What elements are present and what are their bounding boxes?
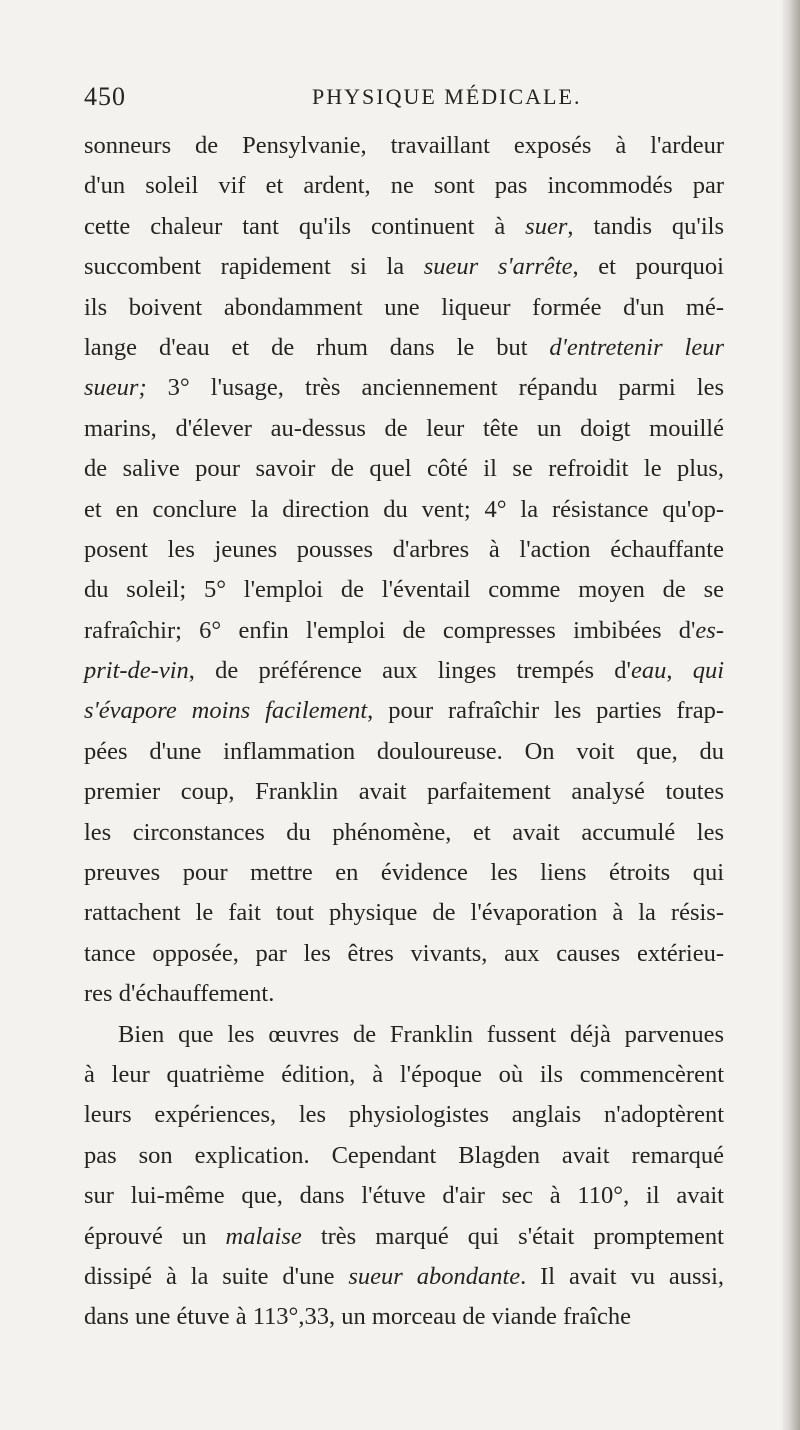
italic-run: sueur abondante [348, 1262, 521, 1290]
text-run: du soleil; 5° l'emploi de l'éventail comme moyen de se [84, 576, 724, 604]
text-line [84, 449, 724, 489]
text-run: tance opposée, par les êtres vivants, aux causes extérieu- [84, 939, 724, 967]
text-line [84, 166, 724, 206]
text-line [84, 1257, 724, 1297]
text-run: les circonstances du phénomène, et avait accumulé les [84, 818, 724, 846]
italic-run: sueur s'arrête [423, 253, 573, 281]
text-run: sonneurs de Pensylvanie, travaillant exposés à l'ardeur [84, 132, 724, 159]
text-line [84, 409, 724, 449]
italic-run: s'évapore moins facilement [84, 697, 368, 725]
text-run: , pour rafraîchir les parties frap- [367, 697, 724, 725]
text-line [84, 1095, 724, 1135]
page-number: 450 [84, 82, 126, 111]
text-line [84, 1136, 724, 1176]
text-run: dissipé à la suite d'une [84, 1262, 349, 1290]
text-run: ils boivent abondamment une liqueur formée d'un mé- [84, 293, 724, 321]
text-line [84, 853, 724, 893]
running-title: PHYSIQUE MÉDICALE. [312, 84, 582, 109]
text-run: premier coup, Franklin avait parfaitement analysé toutes [84, 778, 724, 806]
text-line [84, 893, 724, 933]
text-run: d'un soleil vif et ardent, ne sont pas incommodés par [84, 172, 724, 200]
text-run: rafraîchir; 6° enfin l'emploi de compresses imbibées d' [84, 616, 696, 644]
text-line [84, 732, 724, 772]
text-run: , de préférence aux linges trempés d' [188, 657, 631, 685]
text-line [84, 651, 724, 691]
text-run: et en conclure la direction du vent; 4° la résistance qu'op- [84, 495, 724, 523]
text-line [84, 570, 724, 610]
text-line [84, 1055, 724, 1095]
text-line [84, 1015, 724, 1055]
text-run: sur lui-même que, dans l'étuve d'air sec à 110°, il avait [84, 1182, 724, 1210]
text-line [84, 368, 724, 408]
italic-run: prit-de-vin [84, 657, 189, 685]
italic-run: eau [630, 657, 667, 685]
text-run: lange d'eau et de rhum dans le but [84, 333, 550, 361]
text-line [84, 1217, 724, 1257]
text-run: éprouvé un [84, 1222, 226, 1250]
text-run: , [666, 657, 693, 685]
text-line [84, 328, 724, 368]
text-line [84, 1176, 724, 1216]
text-line [84, 207, 724, 247]
text-run: de salive pour savoir de quel côté il se refroidit le plus, [84, 455, 724, 483]
text-run: dans une étuve à 113°,33, un morceau de viande fraîche [84, 1303, 631, 1331]
text-line [84, 813, 724, 853]
running-head [84, 82, 734, 118]
text-run: . Il avait vu aussi, [520, 1262, 724, 1290]
body-text [84, 126, 724, 1338]
italic-run: qui [692, 657, 725, 685]
text-run: posent les jeunes pousses d'arbres à l'action échauffante [84, 535, 724, 563]
text-run: pées d'une inflammation douloureuse. On voit que, du [84, 737, 724, 765]
text-line [84, 288, 724, 328]
text-run: , tandis qu'ils [567, 212, 724, 240]
text-run: preuves pour mettre en évidence les liens étroits qui [84, 859, 724, 887]
italic-run: malaise [225, 1222, 302, 1250]
text-run: cette chaleur tant qu'ils continuent à [84, 212, 526, 240]
text-run: res d'échauffement. [84, 980, 275, 1008]
text-run: pas son explication. Cependant Blagden avait remarqué [84, 1141, 724, 1169]
text-run: leurs expériences, les physiologistes anglais n'adoptèrent [84, 1101, 724, 1129]
italic-run: d'entretenir leur [549, 333, 724, 361]
text-run: marins, d'élever au-dessus de leur tête un doigt mouillé [84, 414, 724, 442]
page-edge-shadow [782, 0, 800, 1430]
text-line [84, 974, 724, 1014]
text-line [84, 1297, 724, 1337]
text-line [84, 530, 724, 570]
text-line [84, 247, 724, 287]
text-line [84, 126, 724, 166]
text-run: rattachent le fait tout physique de l'évaporation à la résis- [84, 899, 724, 927]
text-line [84, 490, 724, 530]
text-run: 3° l'usage, très anciennement répandu parmi les [146, 374, 724, 402]
text-line [84, 772, 724, 812]
text-run: , et pourquoi [572, 253, 724, 281]
italic-run: suer [525, 212, 568, 240]
text-run: très marqué qui s'était promptement [301, 1222, 724, 1250]
italic-run: sueur; [84, 374, 147, 402]
text-line [84, 691, 724, 731]
text-run: Bien que les œuvres de Franklin fussent déjà parvenues [118, 1020, 724, 1048]
italic-run: es- [695, 616, 724, 644]
text-line [84, 611, 724, 651]
text-line [84, 934, 724, 974]
text-run: à leur quatrième édition, à l'époque où ils commencèrent [84, 1060, 724, 1088]
text-run: succombent rapidement si la [84, 253, 424, 281]
